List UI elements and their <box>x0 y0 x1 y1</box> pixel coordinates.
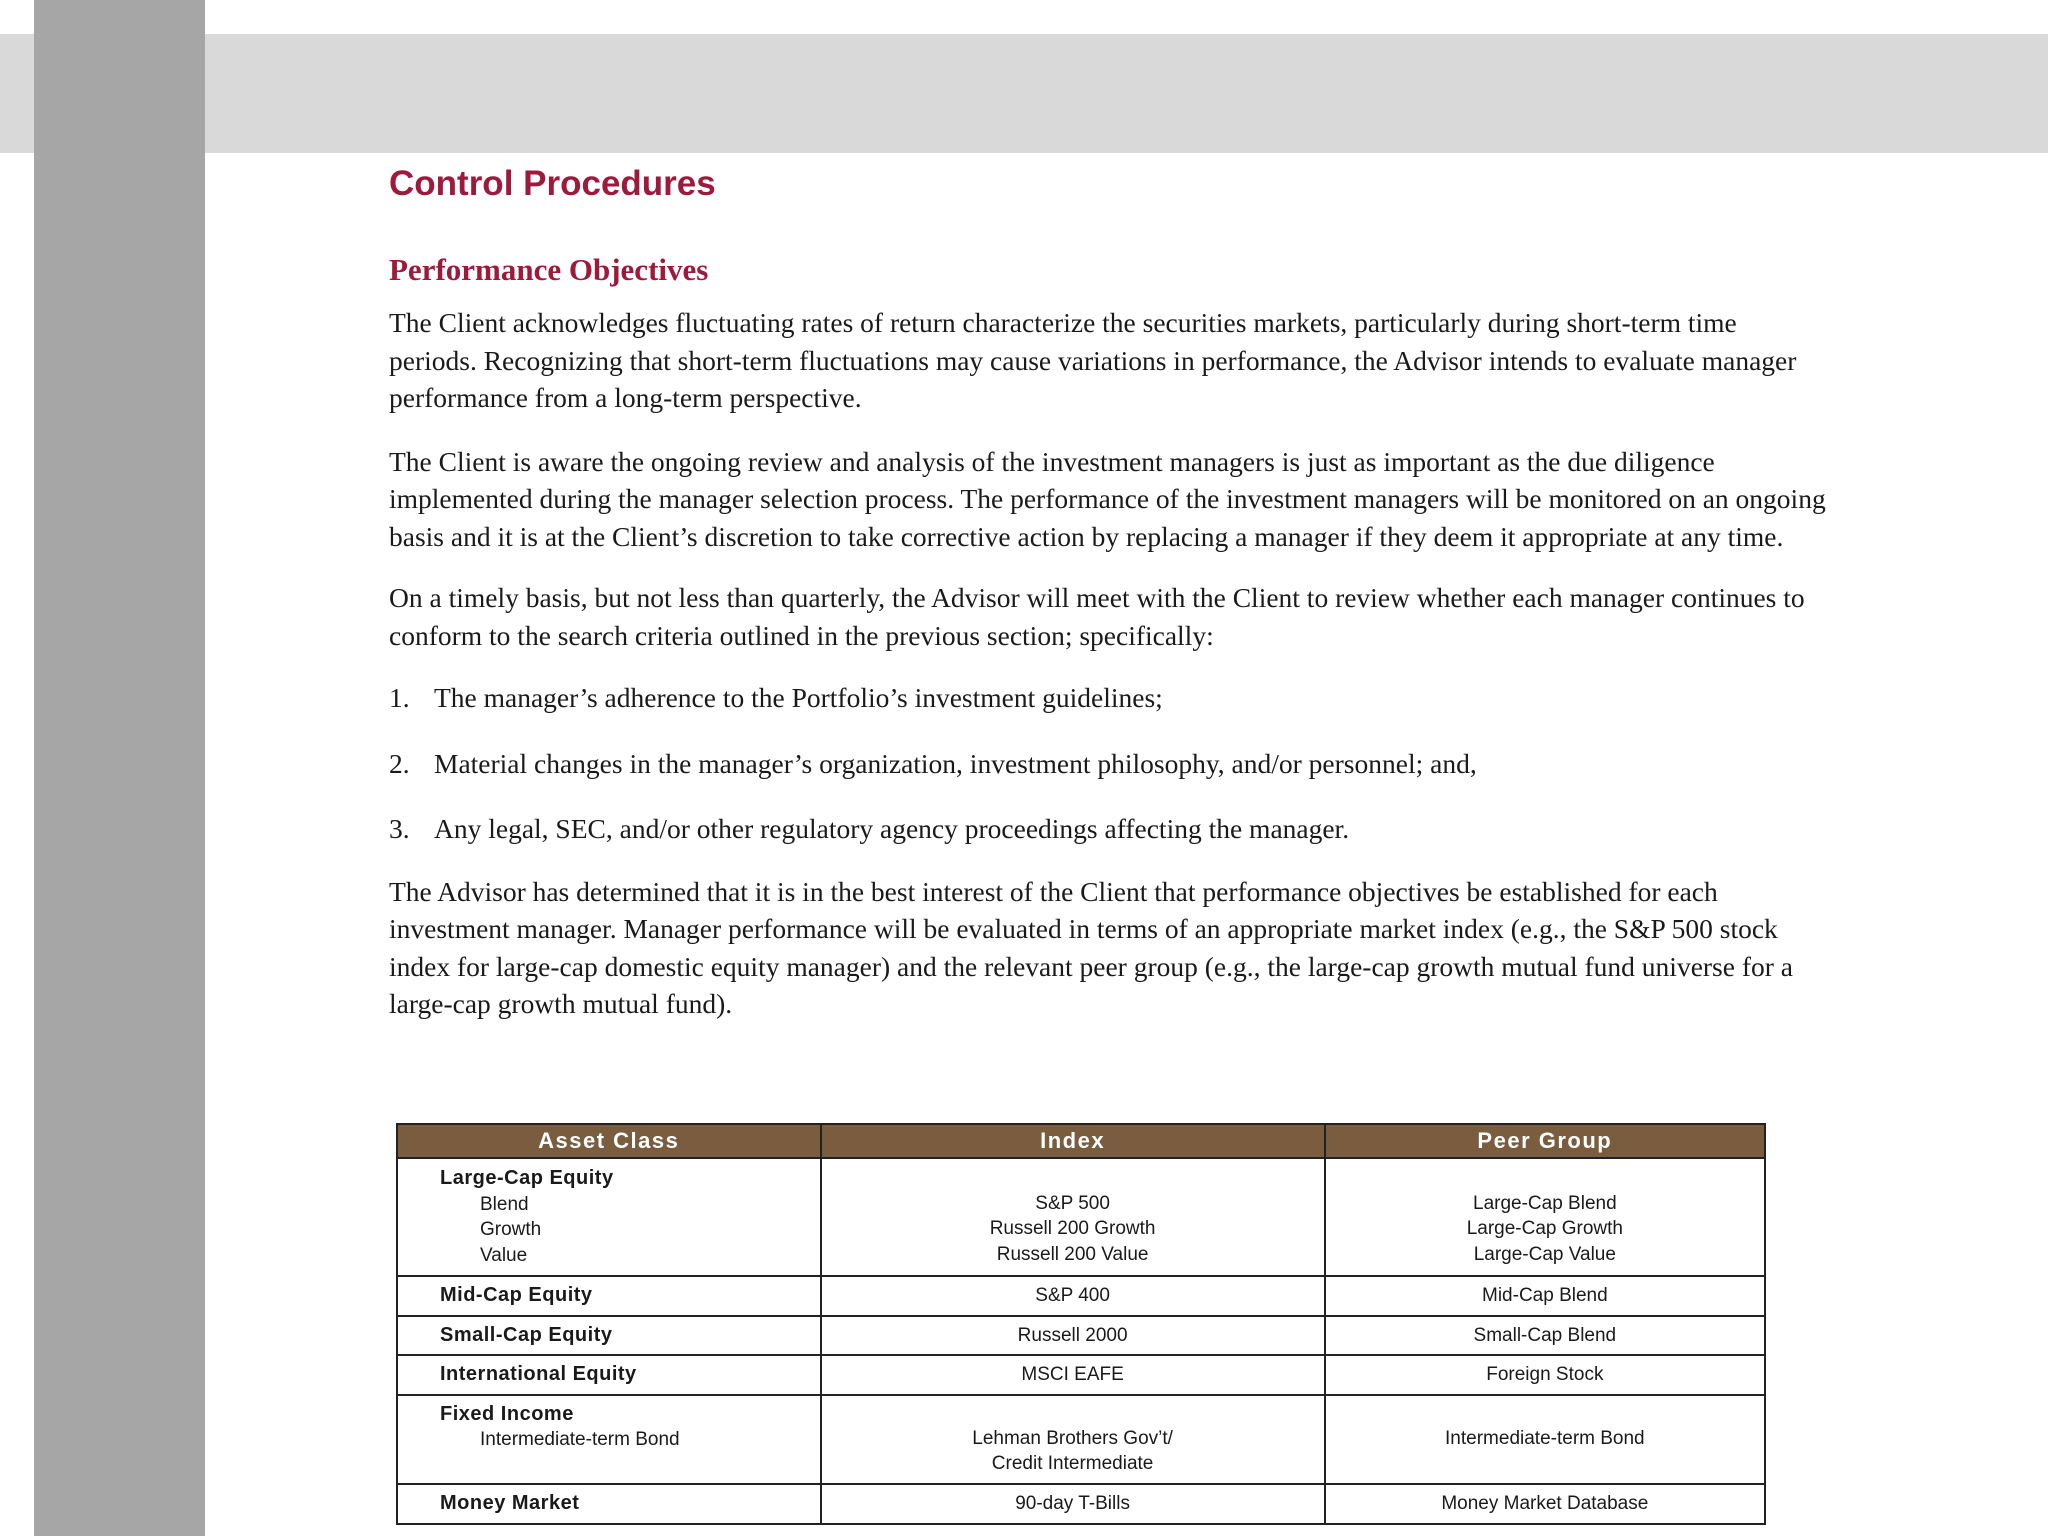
peer-value: Large-Cap Value <box>1473 1243 1616 1265</box>
header-band <box>0 34 2048 153</box>
index-cell: Russell 2000 <box>821 1316 1325 1356</box>
list-item-number: 3. <box>389 813 410 844</box>
category-label: International Equity <box>440 1363 637 1385</box>
peer-cell: Intermediate-term Bond <box>1325 1395 1765 1484</box>
index-value: Credit Intermediate <box>991 1453 1154 1474</box>
category-label: Small-Cap Equity <box>440 1323 613 1346</box>
index-value: S&P 500 <box>1035 1192 1110 1214</box>
benchmark-table <box>396 1123 1766 1525</box>
asset-cell <box>397 1484 821 1524</box>
list-item-text: The manager’s adherence to the Portfolio’s investment guidelines; <box>434 682 1163 713</box>
table-row <box>397 1395 1765 1484</box>
category-label: Large-Cap Equity <box>440 1167 614 1189</box>
category-label: Money Market <box>440 1491 580 1514</box>
table-row <box>397 1276 1765 1316</box>
peer-value: Large-Cap Blend <box>1473 1192 1617 1214</box>
header-index: Index <box>821 1124 1325 1158</box>
table-row <box>397 1316 1765 1356</box>
sub-category-label: Blend <box>480 1193 529 1215</box>
asset-cell <box>397 1158 821 1276</box>
sub-category-label: Value <box>480 1244 528 1266</box>
peer-value: Large-Cap Growth <box>1466 1218 1623 1240</box>
asset-cell <box>397 1355 821 1395</box>
table-row <box>397 1484 1765 1524</box>
index-cell: S&P 400 <box>821 1276 1325 1316</box>
sub-category-label: Growth <box>480 1219 542 1240</box>
paragraph-review: The Client is aware the ongoing review and analysis of the investment managers is just as important as the due diligence implemented during the manager selection process. The performance of the investment managers will be monitored on an ongoing basis and it is at the Client’s discretion to take corrective action by replacing a manager if they deem it appropriate at any time. <box>389 445 1826 552</box>
header-asset-class: Asset Class <box>397 1124 821 1158</box>
peer-cell: Mid-Cap Blend <box>1325 1276 1765 1316</box>
section-title: Control Procedures <box>389 164 716 203</box>
list-item <box>389 745 1829 783</box>
category-label: Fixed Income <box>440 1402 574 1425</box>
peer-cell: Foreign Stock <box>1325 1355 1765 1395</box>
asset-cell <box>397 1395 821 1484</box>
paragraph-returns: The Client acknowledges fluctuating rates of return characterize the securities markets, particularly during short-term time periods. Recognizing that short-term fluctuations may cause variations in performance, the Advisor intends to evaluate manager performance from a long-term perspective. <box>389 307 1797 413</box>
table-header-row <box>397 1124 1765 1158</box>
table-row <box>397 1158 1765 1276</box>
criteria-list <box>389 679 1829 848</box>
index-value: Lehman Brothers Gov’t/ <box>972 1427 1173 1449</box>
sub-category-label: Intermediate-term Bond <box>480 1429 680 1450</box>
paragraph-quarterly: On a timely basis, but not less than quarterly, the Advisor will meet with the Client to review whether each manager continues to conform to the search criteria outlined in the previous section; specifically: <box>389 582 1805 651</box>
index-value: Russell 200 Value <box>996 1243 1149 1265</box>
document-body <box>389 160 1829 1023</box>
table-row <box>397 1355 1765 1395</box>
list-item-text: Material changes in the manager’s organization, investment philosophy, and/or personnel; and, <box>434 747 1477 779</box>
index-cell: MSCI EAFE <box>821 1355 1325 1395</box>
asset-cell <box>397 1276 821 1316</box>
paragraph-objectives: The Advisor has determined that it is in the best interest of the Client that performance objectives be established for each investment manager. Manager performance will be evaluated in terms of an appropriate market index (e.g., the S&P 500 stock index for large-cap domestic equity manager) and the relevant peer group (e.g., the large-cap growth mutual fund universe for a large-cap growth mutual fund). <box>389 875 1793 1019</box>
peer-cell: Money Market Database <box>1325 1484 1765 1524</box>
index-cell <box>821 1158 1325 1276</box>
list-item-text: Any legal, SEC, and/or other regulatory agency proceedings affecting the manager. <box>434 813 1350 844</box>
index-cell <box>821 1395 1325 1484</box>
asset-cell <box>397 1316 821 1356</box>
index-cell: 90-day T-Bills <box>821 1484 1325 1524</box>
list-item <box>389 679 1829 717</box>
index-value: Russell 200 Growth <box>989 1218 1156 1240</box>
left-sidebar-bar <box>34 0 205 1536</box>
peer-cell: Small-Cap Blend <box>1325 1316 1765 1356</box>
peer-cell <box>1325 1158 1765 1276</box>
subsection-title: Performance Objectives <box>389 252 709 287</box>
header-peer-group: Peer Group <box>1325 1124 1765 1158</box>
category-label: Mid-Cap Equity <box>440 1284 593 1306</box>
list-item-number: 2. <box>389 747 410 779</box>
list-item-number: 1. <box>389 682 410 713</box>
list-item <box>389 810 1829 848</box>
